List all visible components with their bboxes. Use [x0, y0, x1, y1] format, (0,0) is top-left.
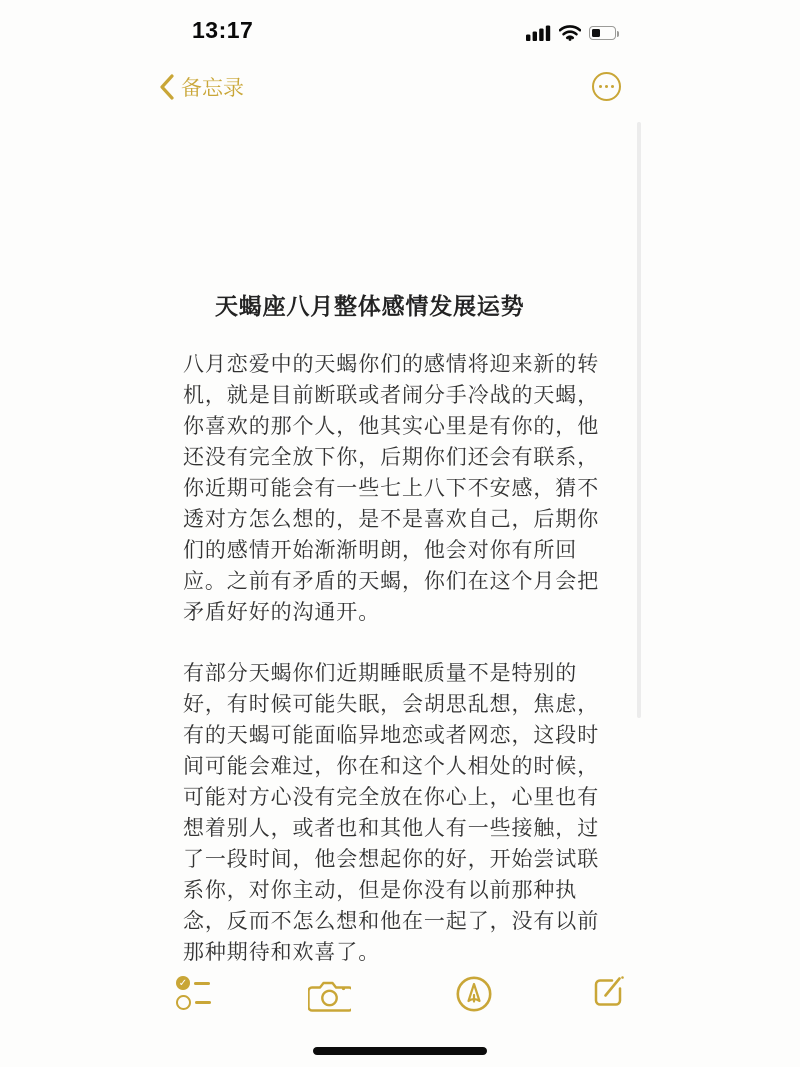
text-line: 有部分天蝎你们近期睡眠质量不是特别的 — [183, 662, 578, 685]
status-bar-time: 13:17 — [192, 17, 254, 43]
text-line: 们的感情开始渐渐明朗，他会对你有所回 — [183, 539, 578, 562]
text-line: 还没有完全放下你，后期你们还会有联系， — [183, 446, 600, 469]
compose-button[interactable] — [592, 975, 626, 1009]
wifi-icon — [559, 25, 581, 41]
text-line: 应。之前有矛盾的天蝎，你们在这个月会把 — [183, 570, 600, 593]
more-options-button[interactable] — [592, 72, 621, 101]
note-paragraph-2 — [183, 658, 633, 968]
text-line: 想着别人，或者也和其他人有一些接触，过 — [183, 817, 600, 840]
compose-icon — [592, 975, 626, 1009]
text-line: 间可能会难过，你在和这个人相处的时候， — [183, 755, 600, 778]
text-line: 念，反而不怎么想和他在一起了，没有以前 — [183, 910, 600, 933]
text-line: 矛盾好好的沟通开。 — [183, 601, 381, 624]
text-line: 了一段时间，他会想起你的好，开始尝试联 — [183, 848, 600, 871]
markup-button[interactable] — [455, 975, 493, 1013]
back-button-label: 备忘录 — [181, 77, 244, 100]
ellipsis-icon — [599, 85, 603, 89]
cellular-signal-icon — [526, 25, 551, 41]
text-line: 透对方怎么想的，是不是喜欢自己，后期你 — [183, 508, 600, 531]
status-bar-icons — [526, 24, 626, 42]
home-indicator[interactable] — [313, 1047, 487, 1055]
text-line: 有的天蝎可能面临异地恋或者网恋，这段时 — [183, 724, 600, 747]
checklist-icon: ✓ — [176, 976, 211, 1010]
battery-icon — [589, 26, 616, 40]
text-line: 系你，对你主动，但是你没有以前那种执 — [183, 879, 578, 902]
back-button[interactable] — [160, 70, 244, 104]
text-line: 可能对方心没有完全放在你心上，心里也有 — [183, 786, 600, 809]
note-paragraph-1 — [183, 349, 633, 628]
battery-fill — [592, 29, 600, 37]
scrollbar[interactable] — [637, 122, 641, 718]
note-title: 天蝎座八月整体感情发展运势 — [215, 293, 525, 319]
text-line: 你近期可能会有一些七上八下不安感，猜不 — [183, 477, 600, 500]
text-line: 那种期待和欢喜了。 — [183, 941, 381, 964]
text-line: 机，就是目前断联或者闹分手冷战的天蝎， — [183, 384, 600, 407]
text-line: 好，有时候可能失眠，会胡思乱想，焦虑， — [183, 693, 600, 716]
battery-nub — [617, 31, 620, 37]
markup-pen-icon — [455, 975, 493, 1013]
chevron-left-icon — [160, 74, 174, 100]
camera-icon — [308, 979, 351, 1012]
text-line: 八月恋爱中的天蝎你们的感情将迎来新的转 — [183, 353, 600, 376]
text-line: 你喜欢的那个人，他其实心里是有你的，他 — [183, 415, 600, 438]
camera-button[interactable] — [308, 979, 351, 1012]
checklist-button[interactable] — [176, 976, 211, 1015]
